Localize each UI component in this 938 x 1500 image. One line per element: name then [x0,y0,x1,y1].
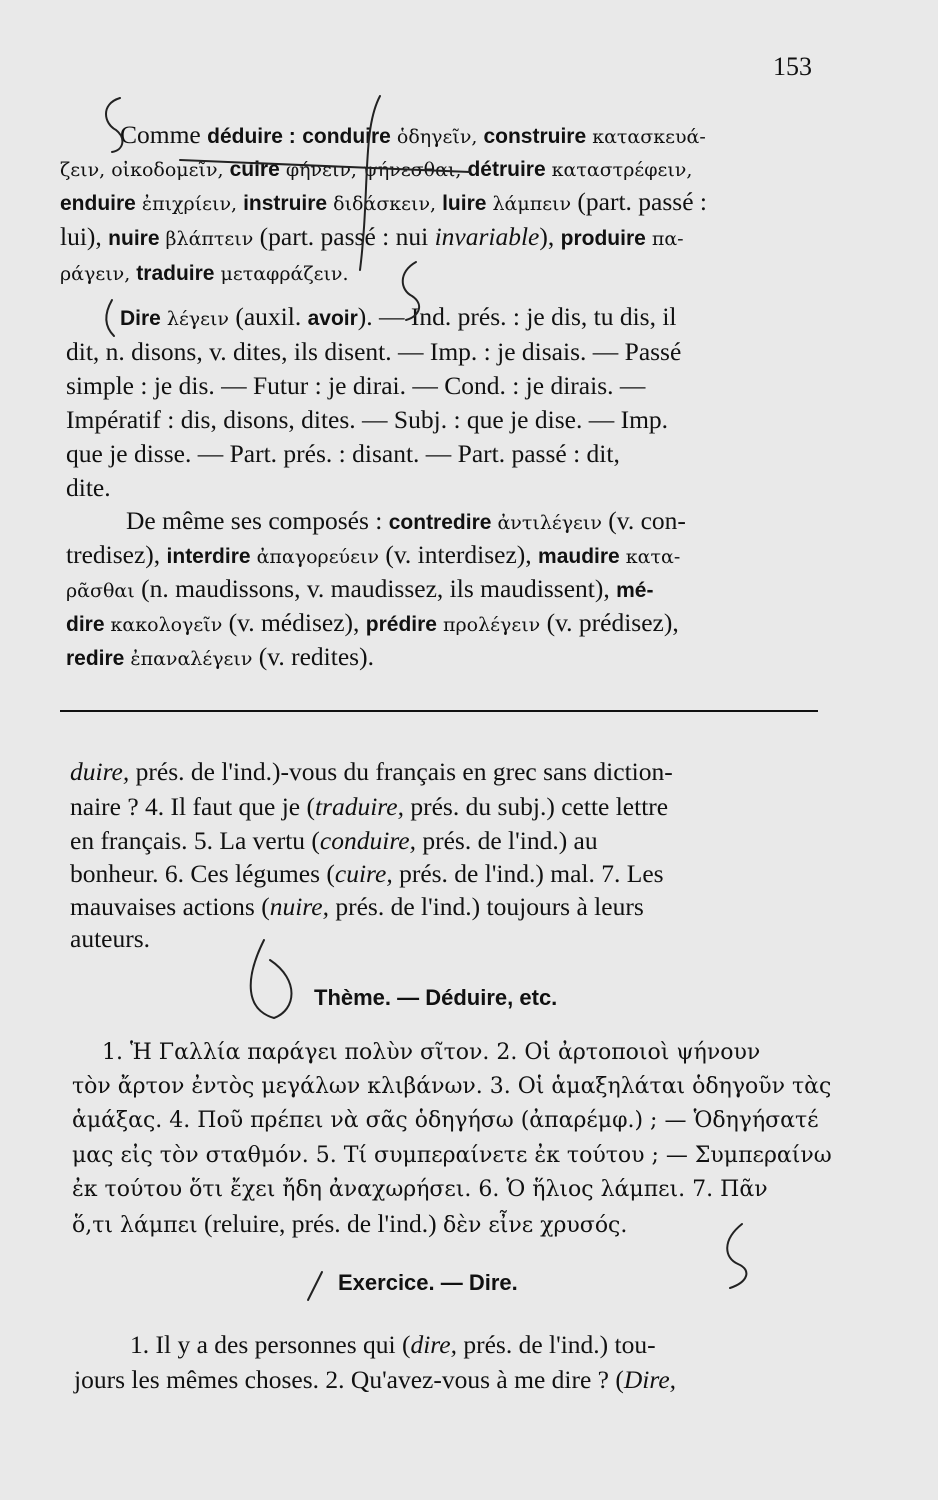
text-line: jours les mêmes choses. 2. Qu'avez-vous à me dire ? (Dire, [74,1365,677,1394]
page-number: 153 [773,52,812,81]
greek-line: ἁμάξας. 4. Ποῦ πρέπει νὰ σᾶς ὁδηγήσω (ἀπαρέμφ.) ; — Ὁδηγήσατέ [72,1108,819,1133]
text-line: tredisez), interdire ἀπαγορεύειν (v. interdisez), maudire κατα- [66,540,681,569]
text-line: Comme déduire : conduire ὁδηγεῖν, construire κατασκευά- [120,120,706,149]
text-line: ζειν, οἰκοδομεῖν, cuire φήνειν, ψήνεσθαι, détruire καταστρέφειν, [60,158,693,181]
greek-line: μας εἰς τὸν σταθμόν. 5. Τί συμπεραίνετε ἐκ τούτου ; — Συμπεραίνω [72,1143,832,1168]
text-line: De même ses composés : contredire ἀντιλέγειν (v. con- [126,506,686,535]
exercise-heading: Exercice. — Dire. [338,1270,518,1295]
text-line: dit, n. disons, v. dites, ils disent. — Imp. : je disais. — Passé [66,337,682,366]
text-line: lui), nuire βλάπτειν (part. passé : nui invariable), produire πα- [60,222,684,251]
greek-line: 1. Ἡ Γαλλία παράγει πολὺν σῖτον. 2. Οἱ ἀρτοποιοὶ ψήνουν [102,1040,761,1065]
text-line: Impératif : dis, disons, dites. — Subj. : que je dise. — Imp. [66,405,669,434]
text-line: ρᾶσθαι (n. maudissons, v. maudissez, ils maudissent), mé- [66,574,654,603]
greek-line: ὅ,τι λάμπει (reluire, prés. de l'ind.) δὲν εἶνε χρυσός. [72,1209,628,1238]
text-line: dite. [66,473,111,502]
text-line: enduire ἐπιχρίειν, instruire διδάσκειν, luire λάμπειν (part. passé : [60,187,708,216]
text-line: naire ? 4. Il faut que je (traduire, prés. du subj.) cette lettre [70,792,669,821]
text-line: que je disse. — Part. prés. : disant. — Part. passé : dit, [66,439,620,468]
text-line: simple : je dis. — Futur : je dirai. — Cond. : je dirais. — [66,371,646,400]
greek-line: ἐκ τούτου ὅτι ἔχει ἤδη ἀναχωρήσει. 6. Ὁ ἥλιος λάμπει. 7. Πᾶν [72,1177,768,1202]
greek-line: τὸν ἄρτον ἐντὸς μεγάλων κλιβάνων. 3. Οἱ ἁμαξηλάται ὁδηγοῦν τὰς [72,1074,832,1099]
text-line: dire κακολογεῖν (v. médisez), prédire προλέγειν (v. prédisez), [66,608,679,637]
text-line: ράγειν, traduire μεταφράζειν. [60,262,349,285]
text-line: bonheur. 6. Ces légumes (cuire, prés. de l'ind.) mal. 7. Les [70,859,664,888]
text-line: Dire λέγειν (auxil. avoir). — Ind. prés. : je dis, tu dis, il [120,302,677,331]
text-line: en français. 5. La vertu (conduire, prés. de l'ind.) au [70,826,598,855]
text-line: duire, prés. de l'ind.)-vous du français en grec sans diction- [70,757,673,786]
text-line: 1. Il y a des personnes qui (dire, prés. de l'ind.) tou- [130,1330,656,1359]
text-line: redire ἐπαναλέγειν (v. redites). [66,642,374,671]
text-line: auteurs. [70,924,151,953]
theme-heading: Thème. — Déduire, etc. [314,985,558,1010]
text-line: mauvaises actions (nuire, prés. de l'ind.) toujours à leurs [70,892,644,921]
